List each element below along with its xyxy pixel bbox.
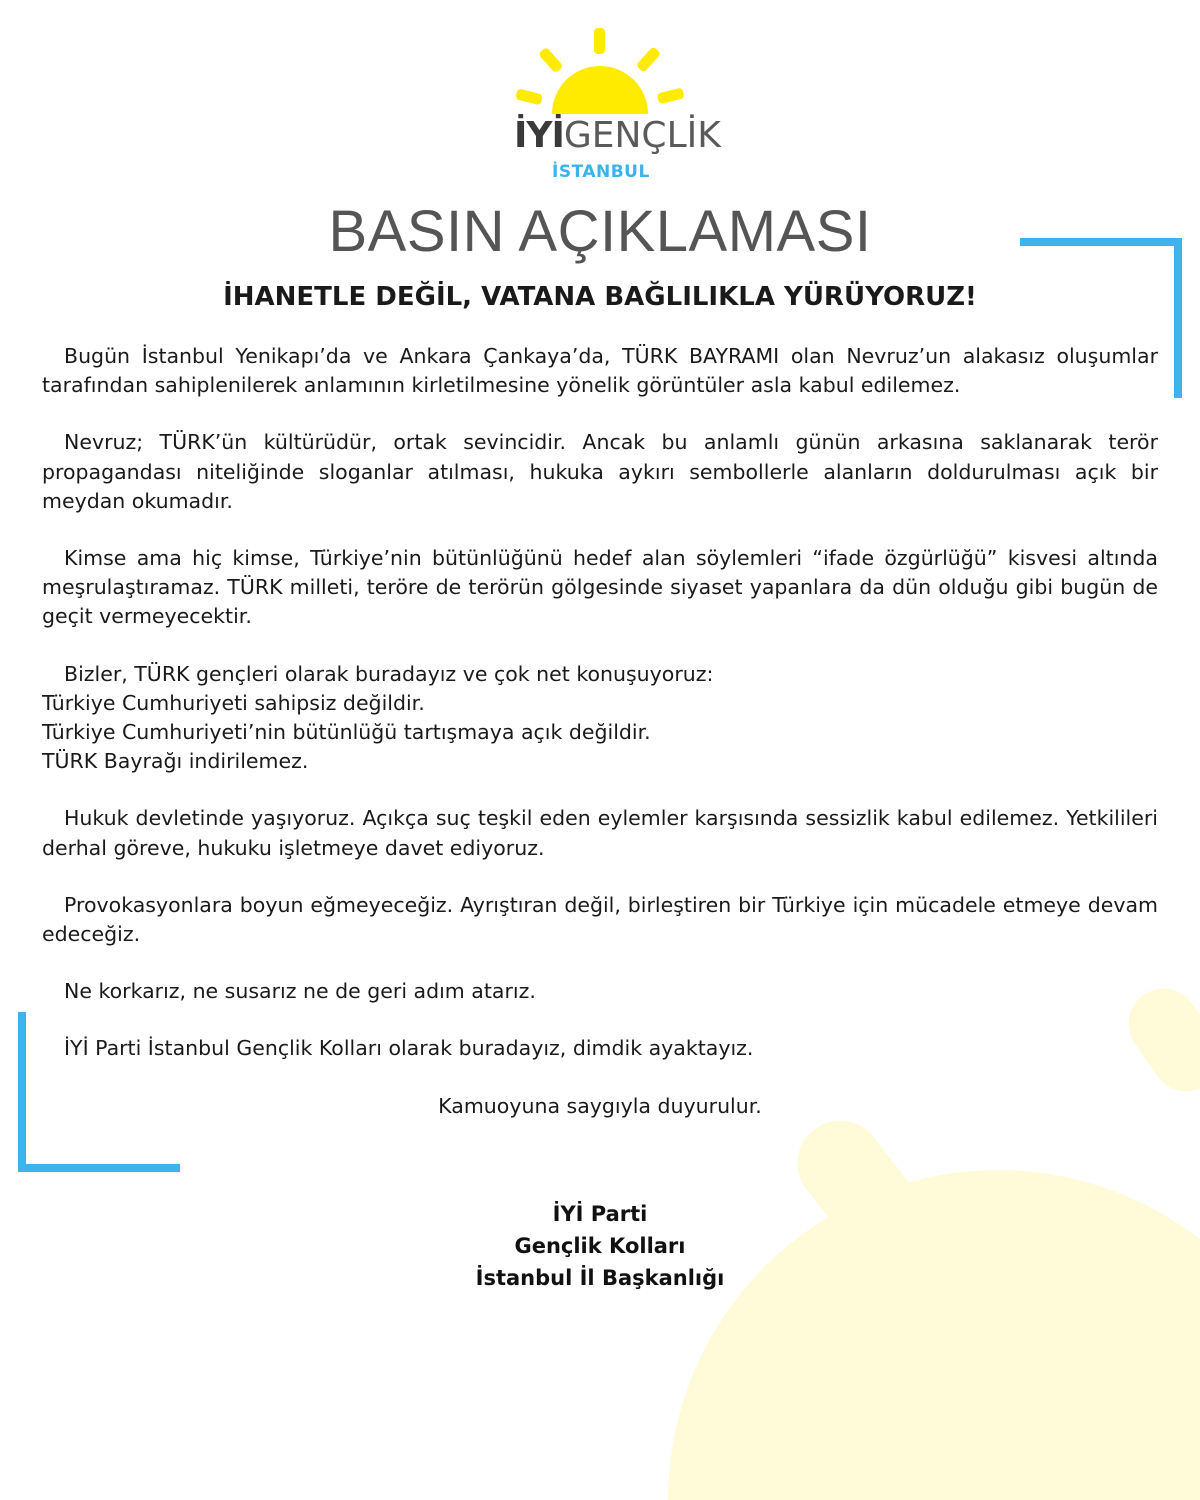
- paragraph-6: Ne korkarız, ne susarız ne de geri adım atarız.: [64, 979, 536, 1004]
- logo-brand: İYİ: [514, 115, 564, 156]
- signature-line-2: Gençlik Kolları: [514, 1234, 686, 1258]
- statement-body: [42, 342, 1158, 1149]
- signature-block: [0, 1198, 1200, 1294]
- signature-line-1: İYİ Parti: [552, 1202, 648, 1226]
- declaration-line-1: Türkiye Cumhuriyeti sahipsiz değildir.: [42, 690, 425, 715]
- paragraph-7: İYİ Parti İstanbul Gençlik Kolları olarak buradayız, dimdik ayaktayız.: [64, 1036, 754, 1061]
- declaration-intro: Bizler, TÜRK gençleri olarak buradayız ve çok net konuşuyoruz:: [64, 661, 714, 686]
- logo-city: İSTANBUL: [552, 162, 650, 182]
- declaration-line-2: Türkiye Cumhuriyeti’nin bütünlüğü tartışmaya açık değildir.: [42, 720, 651, 745]
- paragraph-5: Provokasyonlara boyun eğmeyeceğiz. Ayrıştıran değil, birleştiren bir Türkiye için mücadele etmeye devam edeceğiz.: [42, 892, 1158, 947]
- paragraph-4: Hukuk devletinde yaşıyoruz. Açıkça suç teşkil eden eylemler karşısında sessizlik kabul edilemez. Yetkilileri derhal göreve, hukuku işletmeye davet ediyoruz.: [42, 806, 1158, 860]
- signature-line-3: İstanbul İl Başkanlığı: [475, 1266, 725, 1290]
- page-subtitle: İHANETLE DEĞİL, VATANA BAĞLILIKLA YÜRÜYORUZ!: [223, 282, 977, 312]
- declaration-line-3: TÜRK Bayrağı indirilemez.: [42, 749, 309, 774]
- logo-genclik: GENÇLİK: [563, 115, 721, 156]
- paragraph-2: Nevruz; TÜRK’ün kültürüdür, ortak sevincidir. Ancak bu anlamlı günün arkasına saklanarak terör propagandası niteliğinde sloganlar atılması, hukuka aykırı sembollerle alanların doldurulması açık bir meydan okumadır.: [42, 430, 1158, 513]
- paragraph-3: Kimse ama hiç kimse, Türkiye’nin bütünlüğünü hedef alan söylemleri “ifade özgürlüğü” kisvesi altında meşrulaştıramaz. TÜRK milleti, teröre de terörün gölgesinde siyaset yapanlara da dün olduğu gibi bugün de geçit vermeyecektir.: [42, 546, 1158, 629]
- page-title: BASIN AÇIKLAMASI: [328, 199, 872, 264]
- paragraph-1: Bugün İstanbul Yenikapı’da ve Ankara Çankaya’da, TÜRK BAYRAMI olan Nevruz’un alakasız oluşumlar tarafından sahiplenilerek anlamının kirletilmesine yönelik görüntüler asla kabul edilemez.: [42, 344, 1158, 398]
- closing-line: Kamuoyuna saygıyla duyurulur.: [438, 1093, 762, 1118]
- logo-wordmark: [514, 115, 721, 156]
- declaration-block: [42, 660, 1158, 777]
